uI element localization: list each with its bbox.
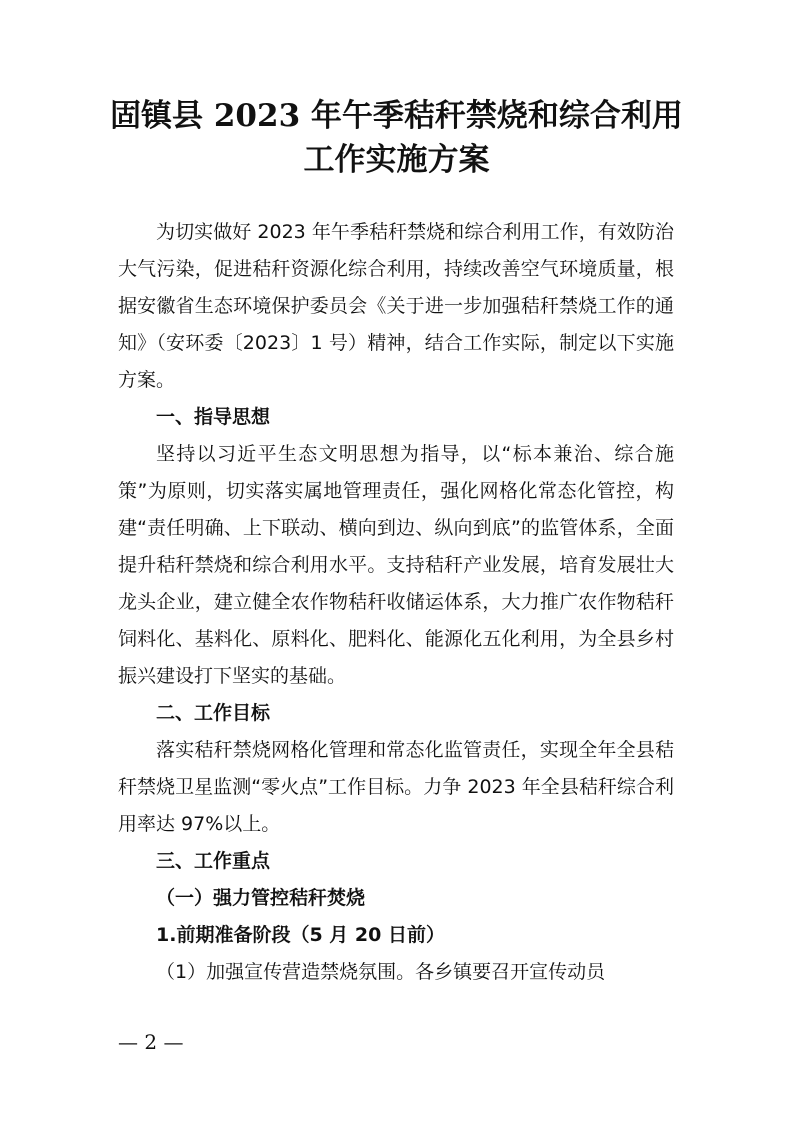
document-body (118, 214, 674, 991)
paragraph-guiding-thought: 坚持以习近平生态文明思想为指导，以“标本兼治、综合施策”为原则，切实落实属地管理责任，强化网格化常态化管控，构建“责任明确、上下联动、横向到边、纵向到底”的监管体系，全面提升秸秆禁烧和综合利用水平。支持秸秆产业发展，培育发展壮大龙头企业，建立健全农作物秸秆收储运体系，大力推广农作物秸秆饲料化、基料化、原料化、肥料化、能源化五化利用，为全县乡村振兴建设打下坚实的基础。 (118, 443, 674, 687)
paragraph-publicity: （1）加强宣传营造禁烧氛围。各乡镇要召开宣传动员 (156, 961, 606, 983)
subheading-preparation-stage: 1.前期准备阶段（5 月 20 日前） (156, 924, 445, 946)
heading-work-goals: 二、工作目标 (156, 702, 271, 724)
paragraph-intro: 为切实做好 2023 年午季秸秆禁烧和综合利用工作，有效防治大气污染，促进秸秆资源化综合利用，持续改善空气环境质量，根据安徽省生态环境保护委员会《关于进一步加强秸秆禁烧工作的通知》（安环委〔2023〕1 号）精神，结合工作实际，制定以下实施方案。 (118, 221, 674, 391)
heading-guiding-thought: 一、指导思想 (156, 406, 271, 428)
heading-work-focus: 三、工作重点 (156, 850, 271, 872)
subheading-control-burning: （一）强力管控秸秆焚烧 (156, 887, 366, 909)
document-title: 固镇县 2023 年午季秸秆禁烧和综合利用工作实施方案 (110, 98, 683, 178)
page-number: — 2 — (118, 1030, 184, 1054)
paragraph-work-goals: 落实秸秆禁烧网格化管理和常态化监管责任，实现全年全县秸秆禁烧卫星监测“零火点”工作目标。力争 2023 年全县秸秆综合利用率达 97%以上。 (118, 739, 674, 835)
